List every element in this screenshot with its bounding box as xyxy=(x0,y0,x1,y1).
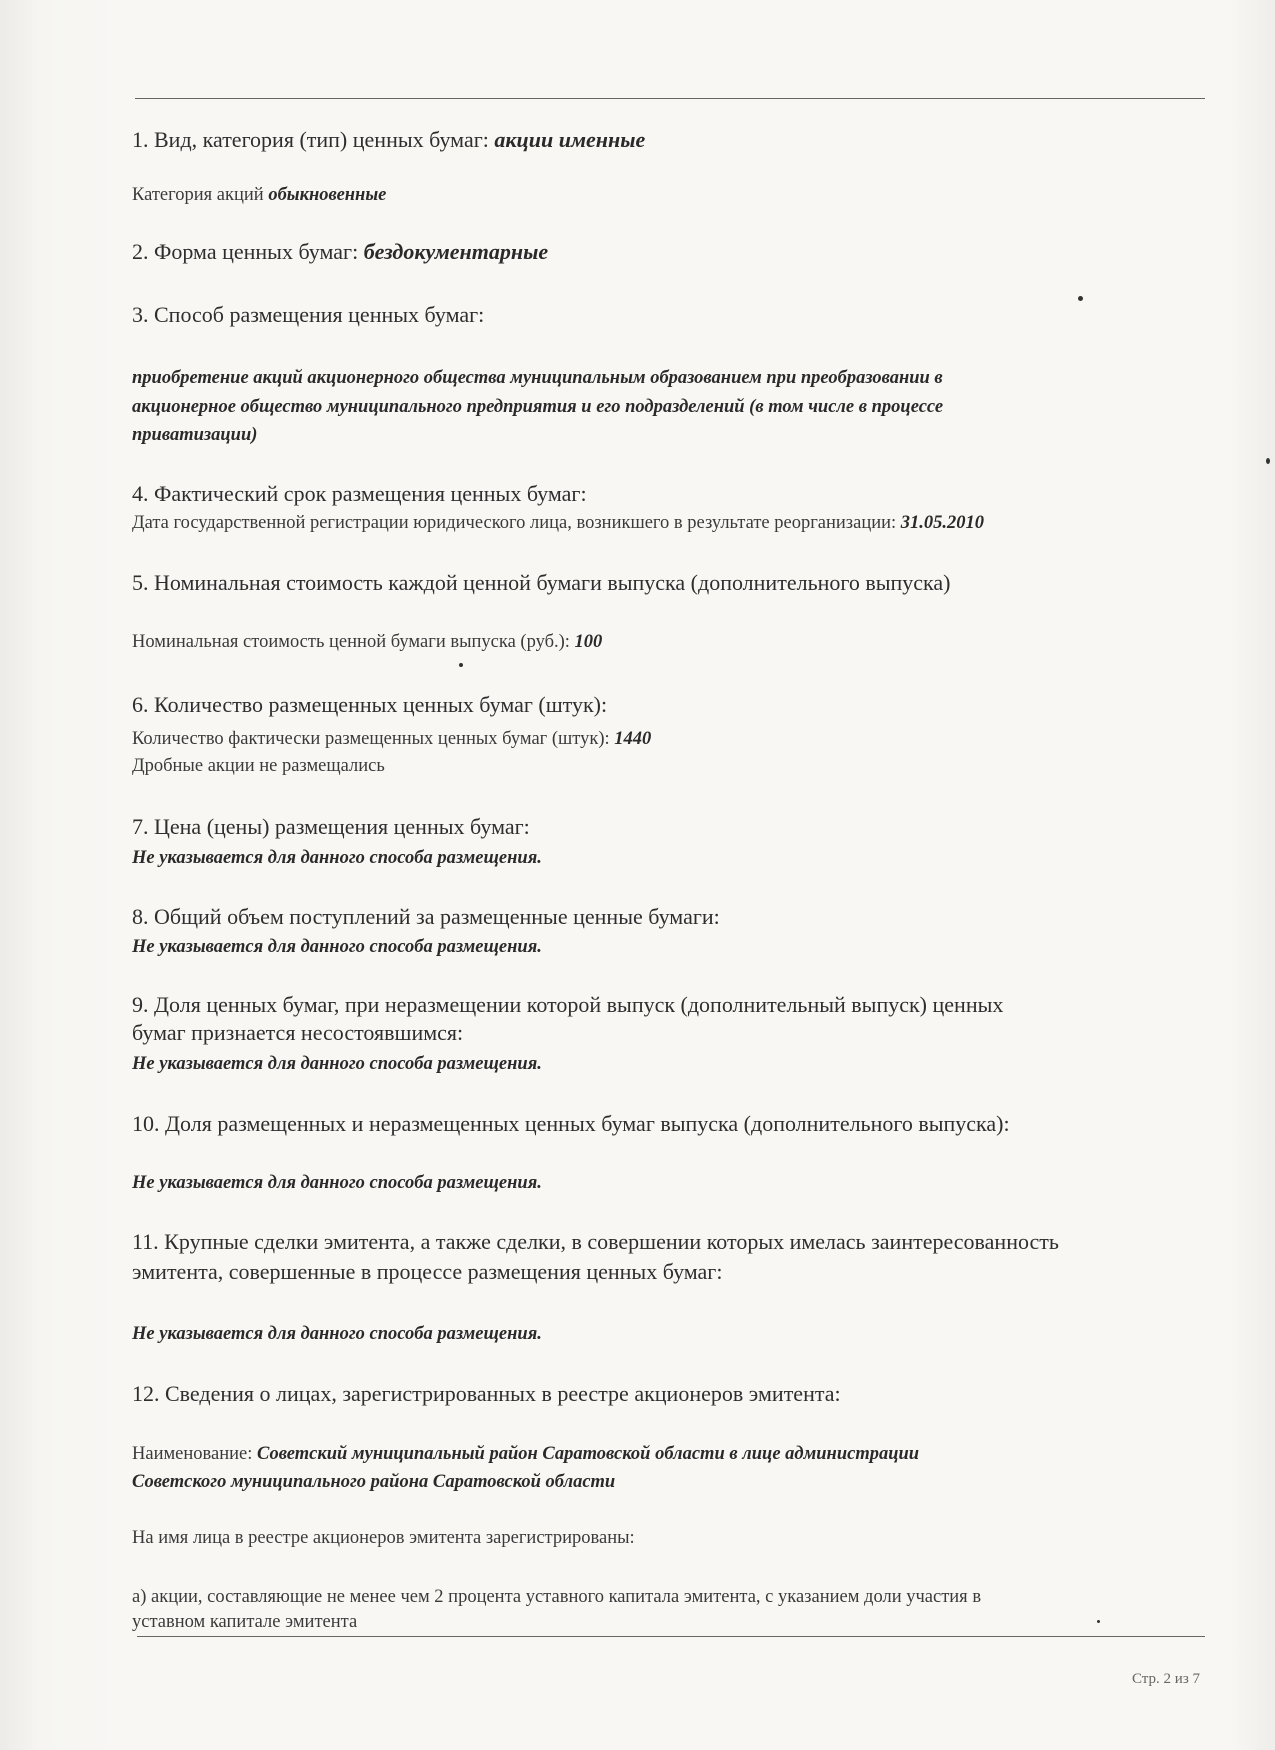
section-4-label: 4. Фактический срок размещения ценных бумаг: xyxy=(132,481,587,506)
nominal-value: 100 xyxy=(574,632,603,652)
scan-speck xyxy=(1097,1620,1100,1623)
section-3-label: 3. Способ размещения ценных бумаг: xyxy=(132,302,485,327)
category-value: обыкновенные xyxy=(268,185,387,205)
section-2 xyxy=(132,240,548,264)
top-rule xyxy=(135,98,1205,99)
category-label: Категория акций xyxy=(132,185,269,205)
section-7-label: 7. Цена (цены) размещения ценных бумаг: xyxy=(132,814,530,839)
nominal-value-label: Номинальная стоимость ценной бумаги выпуска (руб.): xyxy=(132,632,575,652)
registration-date-label: Дата государственной регистрации юридического лица, возникшего в результате реорганизации: xyxy=(132,513,901,533)
section-12-label: 12. Сведения о лицах, зарегистрированных в реестре акционеров эмитента: xyxy=(132,1381,841,1406)
section-3-value-line-3: приватизации) xyxy=(132,425,258,445)
section-10-label: 10. Доля размещенных и неразмещенных ценных бумаг выпуска (дополнительного выпуска): xyxy=(132,1111,1010,1136)
placed-count-value: 1440 xyxy=(614,729,652,749)
scan-speck xyxy=(1266,458,1270,464)
section-10-value: Не указывается для данного способа размещения. xyxy=(132,1173,542,1193)
section-6-label: 6. Количество размещенных ценных бумаг (штук): xyxy=(132,692,608,717)
section-5-label: 5. Номинальная стоимость каждой ценной бумаги выпуска (дополнительного выпуска) xyxy=(132,570,951,595)
placed-count-label: Количество фактически размещенных ценных бумаг (штук): xyxy=(132,729,615,749)
section-5-detail xyxy=(132,630,602,654)
section-9-label-line-2: бумаг признается несостоявшимся: xyxy=(132,1020,464,1045)
section-11-label-line-2: эмитента, совершенные в процессе размещения ценных бумаг: xyxy=(132,1259,723,1284)
section-6-note: Дробные акции не размещались xyxy=(132,756,385,776)
scan-speck xyxy=(459,663,463,667)
section-12-a-line-1: а) акции, составляющие не менее чем 2 процента уставного капитала эмитента, с указанием доли участия в xyxy=(132,1587,982,1607)
bottom-rule xyxy=(137,1636,1205,1637)
section-1-category xyxy=(132,183,386,207)
section-11-value: Не указывается для данного способа размещения. xyxy=(132,1324,542,1344)
section-6-detail xyxy=(132,727,651,751)
holder-name-label: Наименование: xyxy=(132,1444,258,1464)
registration-date-value: 31.05.2010 xyxy=(900,513,985,533)
section-3-value-line-1: приобретение акций акционерного общества муниципальным образованием при преобразовании в xyxy=(132,368,943,388)
section-12-a-line-2: уставном капитале эмитента xyxy=(132,1612,358,1632)
section-11-label-line-1: 11. Крупные сделки эмитента, а также сделки, в совершении которых имелась заинтересованность xyxy=(132,1229,1059,1254)
section-12-registered: На имя лица в реестре акционеров эмитента зарегистрированы: xyxy=(132,1528,635,1548)
section-8-label: 8. Общий объем поступлений за размещенные ценные бумаги: xyxy=(132,904,720,929)
section-9-label-line-1: 9. Доля ценных бумаг, при неразмещении которой выпуск (дополнительный выпуск) ценных xyxy=(132,992,1004,1017)
section-3-value-line-2: акционерное общество муниципального предприятия и его подразделений (в том числе в процессе xyxy=(132,397,944,417)
section-8-value: Не указывается для данного способа размещения. xyxy=(132,937,542,957)
section-9-value: Не указывается для данного способа размещения. xyxy=(132,1054,542,1074)
section-1-label: 1. Вид, категория (тип) ценных бумаг: xyxy=(132,127,495,152)
section-2-label: 2. Форма ценных бумаг: xyxy=(132,239,364,264)
scan-speck xyxy=(1078,296,1083,301)
section-1 xyxy=(132,128,645,152)
holder-name-value-2: Советского муниципального района Саратовской области xyxy=(132,1472,616,1492)
section-2-value: бездокументарные xyxy=(363,239,549,264)
page-number: Стр. 2 из 7 xyxy=(1132,1671,1200,1687)
section-12-name-line-1 xyxy=(132,1442,919,1466)
section-7-value: Не указывается для данного способа размещения. xyxy=(132,848,542,868)
section-4-detail xyxy=(132,511,984,535)
holder-name-value-1: Советский муниципальный район Саратовской области в лице администрации xyxy=(257,1444,920,1464)
section-1-value: акции именные xyxy=(494,127,646,152)
